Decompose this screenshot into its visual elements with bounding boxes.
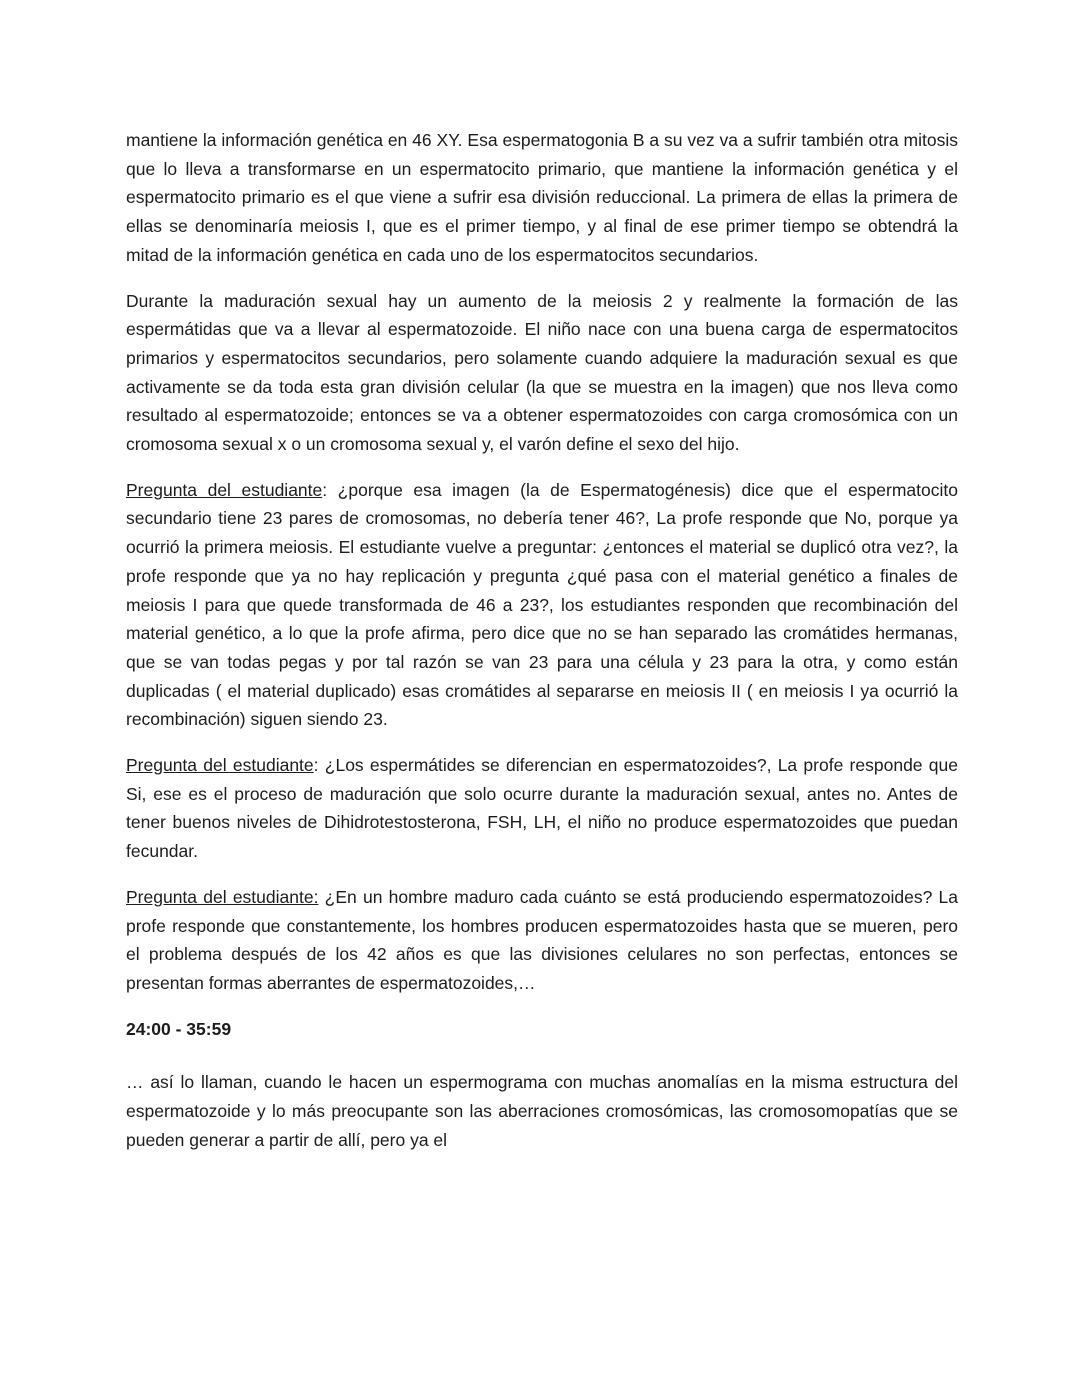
underlined-lead-in: Pregunta del estudiante: <box>126 886 319 907</box>
text-segment: ¿En un hombre maduro cada cuánto se está produciendo espermatozoides? La profe responde que constantemente, los hombres producen espermatozoides hasta que se mueren, pero el problema después de los 42 años es que las divisiones celulares no son perfectas, entonces se presentan formas aberrantes de espermatozoides,… <box>126 886 958 993</box>
text-segment: Durante la maduración sexual hay un aumento de la meiosis 2 y realmente la formación de las espermátidas que va a llevar al espermatozoide. El niño nace con una buena carga de espermatocitos primarios y espermatocitos secundarios, pero solamente cuando adquiere la maduración sexual es que activamente se da toda esta gran división celular (la que se muestra en la imagen) que nos lleva como resultado al espermatozoide; entonces se va a obtener espermatozoides con carga cromosómica con un cromosoma sexual x o un cromosoma sexual y, el varón define el sexo del hijo. <box>126 290 958 455</box>
paragraph <box>126 126 958 270</box>
paragraph <box>126 1068 958 1154</box>
bold-text: 24:00 - 35:59 <box>126 1018 232 1039</box>
document-body <box>126 126 958 1172</box>
underlined-lead-in: Pregunta del estudiante <box>126 479 323 500</box>
paragraph <box>126 751 958 866</box>
paragraph <box>126 287 958 459</box>
text-segment: … así lo llaman, cuando le hacen un espermograma con muchas anomalías en la misma estructura del espermatozoide y lo más preocupante son las aberraciones cromosómicas, las cromosomopatías que se pueden generar a partir de allí, pero ya el <box>126 1072 958 1150</box>
text-segment: : ¿Los espermátides se diferencian en espermatozoides?, La profe responde que Si, ese es el proceso de maduración que solo ocurre durante la maduración sexual, antes no. Antes de tener buenos niveles de Dihidrotestosterona, FSH, LH, el niño no produce espermatozoides que puedan fecundar. <box>126 755 958 862</box>
text-segment: mantiene la información genética en 46 XY. Esa espermatogonia B a su vez va a sufrir también otra mitosis que lo lleva a transformarse en un espermatocito primario, que mantiene la información genética y el espermatocito primario es el que viene a sufrir esa división reduccional. La primera de ellas la primera de ellas se denominaría meiosis I, que es el primer tiempo, y al final de ese primer tiempo se obtendrá la mitad de la información genética en cada uno de los espermatocitos secundarios. <box>126 130 958 265</box>
section-heading <box>126 1015 958 1044</box>
paragraph <box>126 883 958 998</box>
text-segment: : ¿porque esa imagen (la de Espermatogénesis) dice que el espermatocito secundario tiene 23 pares de cromosomas, no debería tener 46?, La profe responde que No, porque ya ocurrió la primera meiosis. El estudiante vuelve a preguntar: ¿entonces el material se duplicó otra vez?, la profe responde que ya no hay replicación y pregunta ¿qué pasa con el material genético a finales de meiosis I para que quede transformada de 46 a 23?, los estudiantes responden que recombinación del material genético, a lo que la profe afirma, pero dice que no se han separado las cromátides hermanas, que se van todas pegas y por tal razón se van 23 para una célula y 23 para la otra, y como están duplicadas ( el material duplicado) esas cromátides al separarse en meiosis II ( en meiosis I ya ocurrió la recombinación) siguen siendo 23. <box>126 479 958 730</box>
paragraph <box>126 476 958 734</box>
underlined-lead-in: Pregunta del estudiante <box>126 755 314 776</box>
